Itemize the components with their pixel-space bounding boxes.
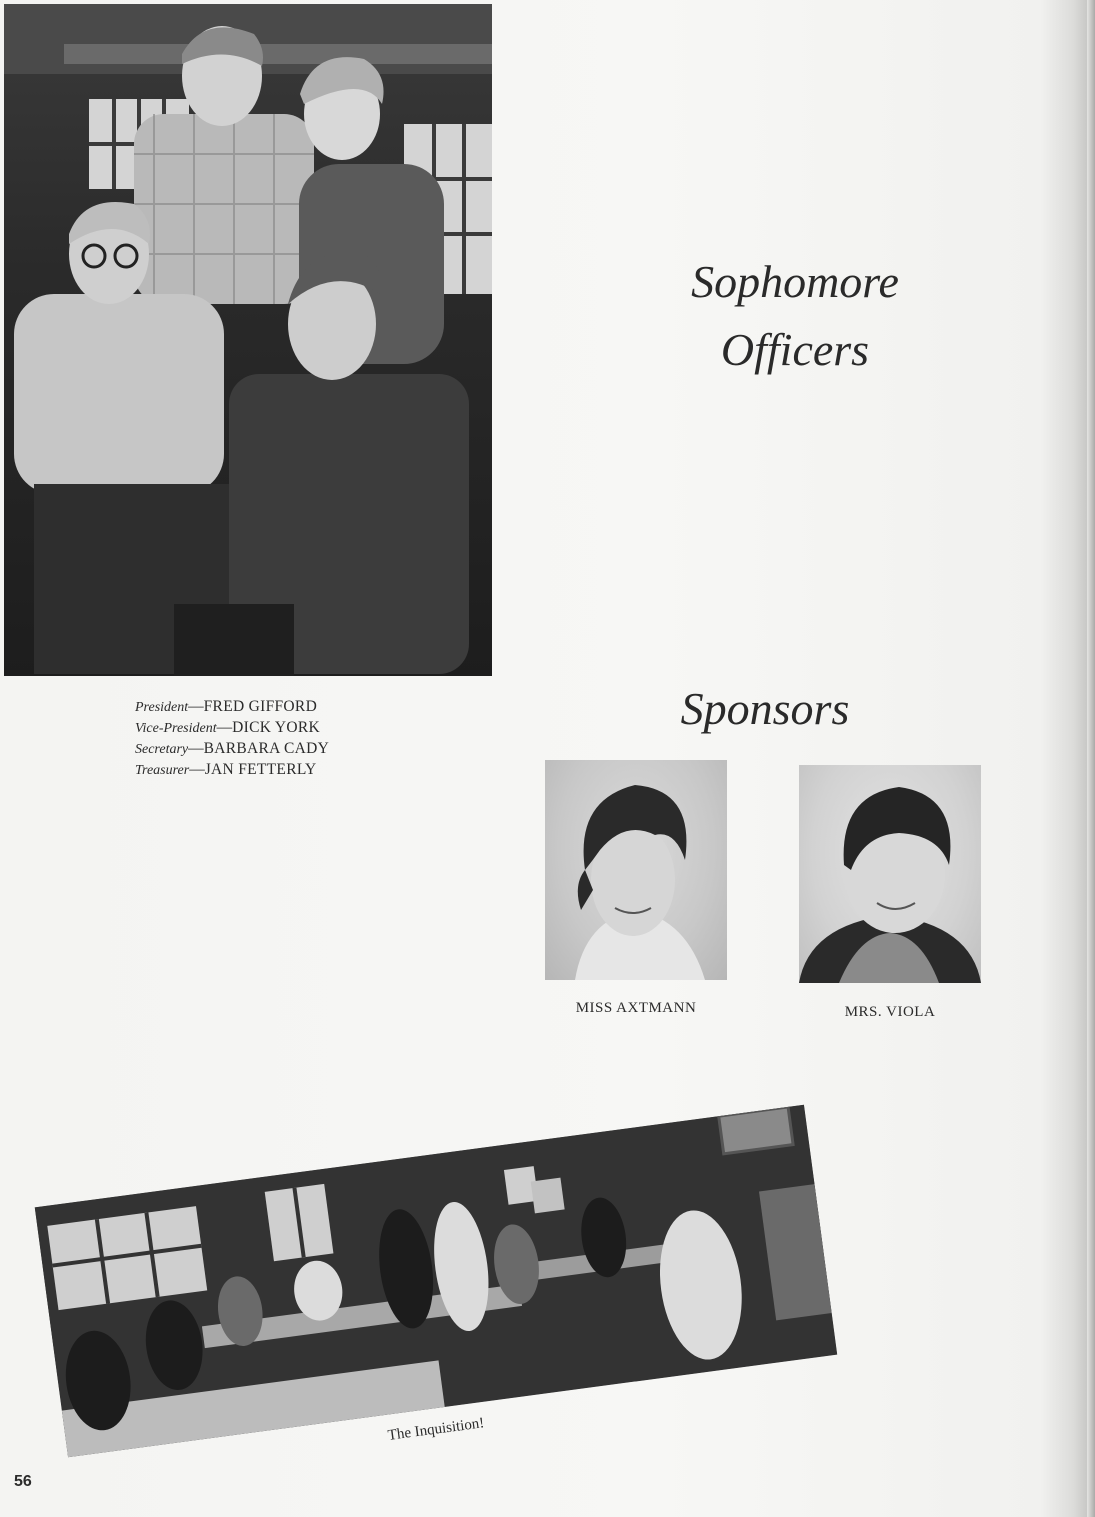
sponsor-name-axtmann: MISS AXTMANN	[575, 1000, 697, 1016]
officers-list	[135, 697, 329, 781]
portrait-illustration-viola	[799, 765, 981, 983]
sponsor-portrait-axtmann	[545, 760, 727, 980]
page-title	[640, 248, 950, 384]
page-number: 56	[14, 1473, 32, 1490]
officer-role: President	[135, 700, 189, 715]
page-edge-shadow	[1087, 0, 1095, 1517]
officer-role: Treasurer	[135, 763, 190, 778]
officers-group-photo-illustration	[4, 4, 492, 676]
officers-group-photo	[4, 4, 492, 676]
officer-separator: —	[189, 761, 205, 778]
cafeteria-photo	[35, 1105, 838, 1457]
sponsor-name-viola: MRS. VIOLA	[844, 1004, 936, 1020]
portrait-illustration-axtmann	[545, 760, 727, 980]
officer-separator: —	[188, 740, 204, 757]
officer-name: DICK YORK	[232, 719, 320, 736]
cafeteria-caption: The Inquisition!	[386, 1415, 486, 1444]
officer-name: FRED GIFFORD	[203, 698, 318, 715]
officer-separator: —	[216, 719, 233, 736]
sponsor-portrait-viola	[799, 765, 981, 983]
officer-row	[135, 760, 329, 781]
page-title-line-1: Sophomore	[691, 256, 899, 307]
officer-name: BARBARA CADY	[203, 740, 330, 757]
officer-row	[135, 718, 329, 739]
page-title-line-2: Officers	[720, 324, 870, 375]
officer-separator: —	[188, 698, 204, 715]
officer-name: JAN FETTERLY	[204, 761, 317, 778]
sponsors-heading: Sponsors	[680, 683, 850, 734]
officer-row	[135, 739, 329, 760]
cafeteria-photo-illustration	[35, 1105, 838, 1457]
officer-row	[135, 697, 329, 718]
officer-role: Secretary	[135, 742, 189, 757]
officer-role: Vice-President	[135, 721, 217, 736]
